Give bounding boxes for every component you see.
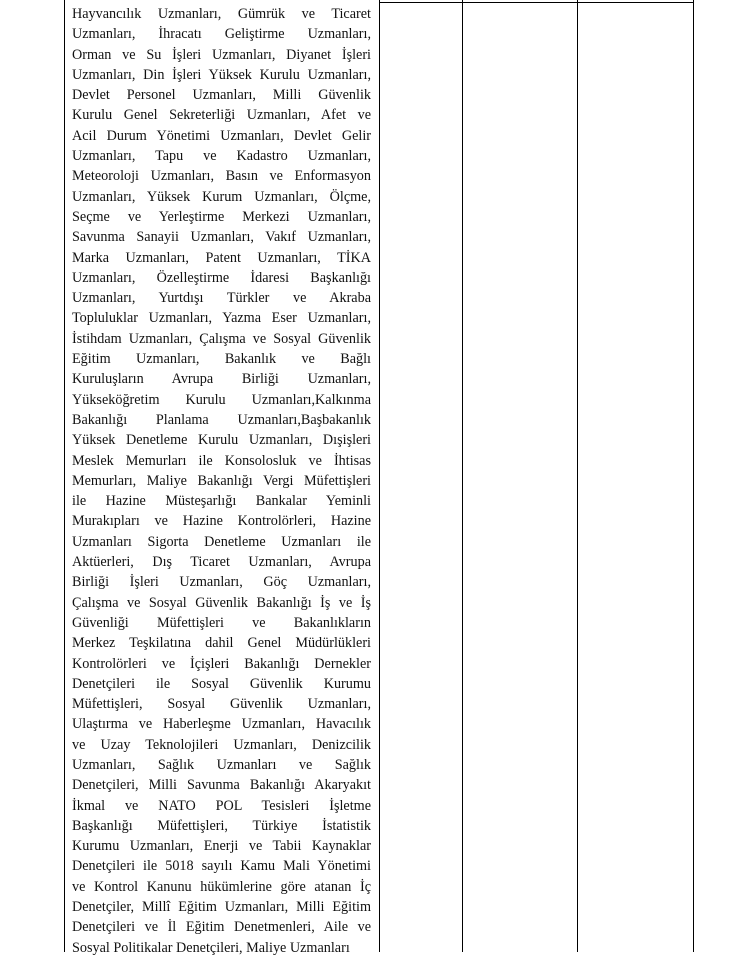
table-text-cell [72,4,371,958]
text-line: Memurları, Maliye Bakanlığı Vergi Müfettişleri [72,472,371,489]
text-line: Seçme ve Yerleştirme Merkezi Uzmanları, [72,208,371,225]
text-line: Uzmanları, Din İşleri Yüksek Kurulu Uzmanları, [72,66,371,83]
text-line: Denetçileri, Milli Savunma Bakanlığı Akaryakıt [72,777,371,794]
text-line: Ulaştırma ve Haberleşme Uzmanları, Havacılık [72,716,371,733]
text-line: Merkez Teşkilatına dahil Genel Müdürlükleri [72,635,371,652]
table-border-left [64,0,65,952]
text-line: Müfettişleri, Sosyal Güvenlik Uzmanları, [72,696,371,713]
table-border-top [379,2,694,3]
text-line: Devlet Personel Uzmanları, Milli Güvenlik [72,87,371,104]
text-line: Yükseköğretim Kurulu Uzmanları,Kalkınma [72,391,371,408]
text-line: Sosyal Politikalar Denetçileri, Maliye Uzmanları [72,939,350,956]
text-line: Denetçileri ile Sosyal Güvenlik Kurumu [72,675,371,692]
text-line: Denetçileri ile 5018 sayılı Kamu Mali Yönetimi [72,858,371,875]
text-line: Kurulu Genel Sekreterliği Uzmanları, Afet ve [72,107,371,124]
text-line: Denetçiler, Millî Eğitim Uzmanları, Milli Eğitim [72,899,371,916]
text-line: Uzmanları, İhracatı Geliştirme Uzmanları, [72,26,371,43]
text-line: Kuruluşların Avrupa Birliği Uzmanları, [72,371,371,388]
text-line: Murakıpları ve Hazine Kontrolörleri, Hazine [72,513,371,530]
text-line: Uzmanları, Sağlık Uzmanları ve Sağlık [72,756,371,773]
text-line: Uzmanları, Yüksek Kurum Uzmanları, Ölçme, [72,188,371,205]
text-line: ve Kontrol Kanunu hükümlerine göre atanan İç [72,878,371,895]
text-line: Bakanlığı Planlama Uzmanları,Başbakanlık [72,411,371,428]
table-border-col-2 [462,0,463,952]
table-border-col-3 [577,0,578,952]
text-line: Aktüerleri, Dış Ticaret Uzmanları, Avrupa [72,554,371,571]
text-line: Kurumu Uzmanları, Enerji ve Tabii Kaynaklar [72,838,371,855]
text-line: ile Hazine Müsteşarlığı Bankalar Yeminli [72,493,371,510]
text-line: Güvenliği Müfettişleri ve Bakanlıkların [72,614,371,631]
table-border-right [693,0,694,952]
text-line: İstihdam Uzmanları, Çalışma ve Sosyal Güvenlik [72,330,371,347]
text-line: İkmal ve NATO POL Tesisleri İşletme [72,797,371,814]
text-line: Meteoroloji Uzmanları, Basın ve Enformasyon [72,168,371,185]
text-line: Eğitim Uzmanları, Bakanlık ve Bağlı [72,351,371,368]
text-line: Hayvancılık Uzmanları, Gümrük ve Ticaret [72,6,371,22]
text-line: Uzmanları, Özelleştirme İdaresi Başkanlığı [72,269,371,286]
text-line: Topluluklar Uzmanları, Yazma Eser Uzmanları, [72,310,371,327]
text-line: Yüksek Denetleme Kurulu Uzmanları, Dışişleri [72,432,371,449]
text-line: Denetçileri ve İl Eğitim Denetmenleri, Aile ve [72,919,371,936]
text-line: Savunma Sanayii Uzmanları, Vakıf Uzmanları, [72,229,371,246]
text-line: Başkanlığı Müfettişleri, Türkiye İstatistik [72,817,371,834]
text-line: Meslek Memurları ile Konsolosluk ve İhtisas [72,452,371,469]
text-line: Marka Uzmanları, Patent Uzmanları, TİKA [72,249,371,266]
text-line: Çalışma ve Sosyal Güvenlik Bakanlığı İş ve İş [72,594,371,611]
text-line: Acil Durum Yönetimi Uzmanları, Devlet Gelir [72,127,371,144]
text-line: Orman ve Su İşleri Uzmanları, Diyanet İşleri [72,46,371,63]
text-line: Uzmanları Sigorta Denetleme Uzmanları ile [72,533,371,550]
text-line: Uzmanları, Tapu ve Kadastro Uzmanları, [72,148,371,165]
text-line: Uzmanları, Yurtdışı Türkler ve Akraba [72,290,371,307]
text-line: Birliği İşleri Uzmanları, Göç Uzmanları, [72,574,371,591]
text-line: ve Uzay Teknolojileri Uzmanları, Denizcilik [72,736,371,753]
text-line: Kontrolörleri ve İçişleri Bakanlığı Dernekler [72,655,371,672]
table-border-col-1 [379,0,380,952]
